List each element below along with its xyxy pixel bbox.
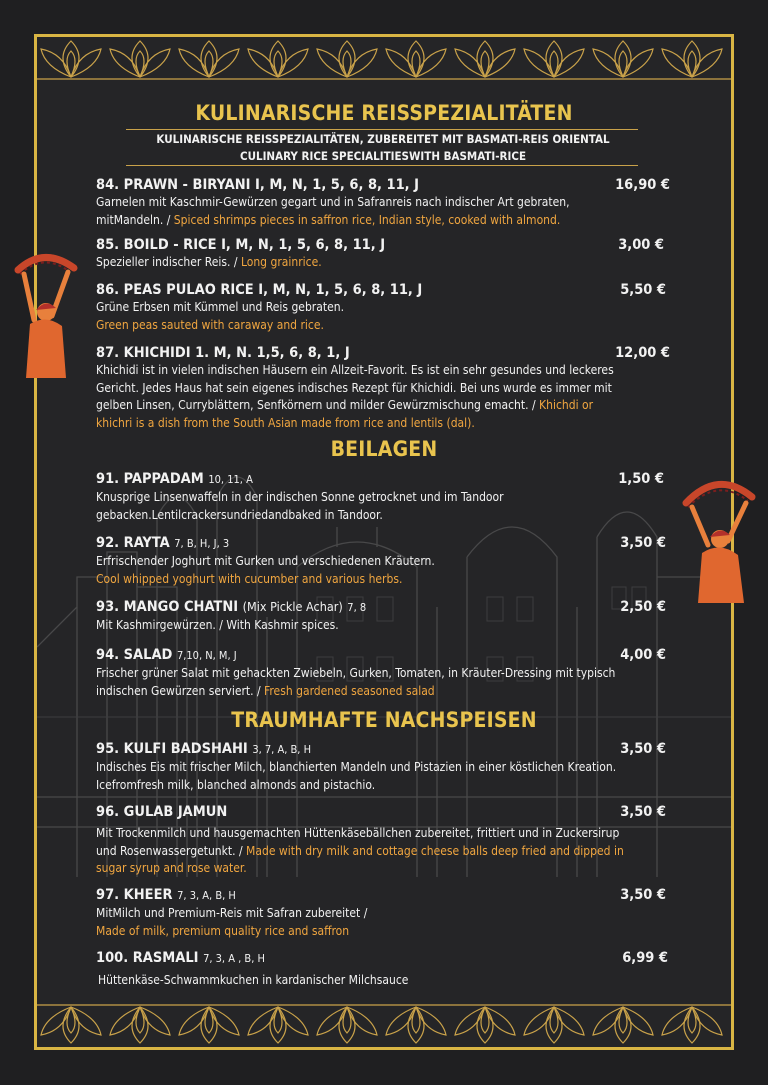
item-description: Frischer grüner Salat mit gehackten Zwiebeln, Gurken, Tomaten, in Kräuter-Dressing mit typisch indischen Gewürzen serviert. / — [96, 666, 616, 698]
item-price: 5,50 € — [620, 282, 666, 298]
item-name: 94. SALAD — [96, 647, 173, 663]
menu-item-boild-rice — [96, 236, 626, 272]
menu-item-prawn-biryani — [96, 176, 626, 229]
item-price: 12,00 € — [615, 345, 670, 361]
item-description-en: Long grainrice. — [240, 255, 322, 269]
menu-item-khichidi — [96, 344, 626, 432]
rice-subtitle-de: KULINARISCHE REISSPEZIALITÄTEN, ZUBEREITET MIT BASMATI-REIS ORIENTAL — [156, 132, 610, 146]
item-price: 1,50 € — [618, 471, 664, 487]
item-description: Knusprige Linsenwaffeln in der indischen Sonne getrocknet und im Tandoor gebacken.Lentilcrackersundriedandbaked in Tandoor. — [96, 490, 504, 522]
item-name: 86. PEAS PULAO RICE I, M, N, 1, 5, 6, 8, 11, J — [96, 282, 423, 298]
item-description: Khichidi ist in vielen indischen Häusern ein Allzeit-Favorit. Es ist ein sehr gesundes und leckeres Gericht. Jedes Haus hat sein eigenes indisches Rezept für Khichidi. Bei uns wurde es immer mit gelben Linsen, Curryblättern, Senfkörnern und milder Gewürzmischung emacht. / — [96, 363, 614, 412]
menu-item-salad — [96, 646, 626, 700]
item-description-en: Khichdi or khichri is a dish from the South Asian made from rice and lentils (dal). — [96, 398, 594, 430]
item-allergens: 7, 8 — [347, 601, 367, 614]
item-price: 3,50 € — [620, 804, 666, 820]
item-name: 100. RASMALI — [96, 950, 199, 966]
item-name: 85. BOILD - RICE I, M, N, 1, 5, 6, 8, 11, J — [96, 237, 386, 253]
item-name: 91. PAPPADAM — [96, 471, 204, 487]
item-description: Spezieller indischer Reis. / — [96, 255, 241, 269]
item-description: Erfrischender Joghurt mit Gurken und verschiedenen Kräutern. — [96, 554, 435, 568]
item-description-en: Fresh gardened seasoned salad — [264, 683, 435, 698]
item-description-en: Made with dry milk and cottage cheese balls deep fried and dipped in sugar syrup and rose water. — [96, 843, 624, 875]
item-description: Hüttenkäse-Schwammkuchen in kardanischer Milchsauce — [98, 973, 409, 987]
item-price: 3,50 € — [620, 741, 666, 757]
item-description: Grüne Erbsen mit Kümmel und Reis gebraten. — [96, 300, 345, 314]
menu-item-rasmali — [96, 949, 626, 990]
item-price: 4,00 € — [620, 647, 666, 663]
item-allergens: 10, 11, A — [208, 473, 253, 486]
item-description-en: Cool whipped yoghurt with cucumber and various herbs. — [96, 571, 403, 586]
item-name: 87. KHICHIDI 1. M, N. 1,5, 6, 8, 1, J — [96, 345, 350, 361]
menu-item-mango-chatni — [96, 598, 626, 635]
item-description-en: Green peas sauted with caraway and rice. — [96, 317, 324, 332]
item-price: 3,50 € — [620, 887, 666, 903]
item-name: 92. RAYTA — [96, 535, 170, 551]
item-allergens: 7, 3, A , B, H — [203, 952, 265, 965]
item-subtitle: (Mix Pickle Achar) — [242, 599, 343, 614]
item-description-en: Spiced shrimps pieces in saffron rice, Indian style, cooked with almond. — [173, 212, 561, 227]
rice-subtitle-en: CULINARY RICE SPECIALITIESWITH BASMATI-RICE — [239, 149, 527, 163]
menu-item-kheer — [96, 886, 626, 940]
item-description-en: Made of milk, premium quality rice and saffron — [96, 923, 350, 938]
item-price: 6,99 € — [622, 950, 668, 966]
menu-item-kulfi-badshahi — [96, 740, 626, 794]
item-allergens: 3, 7, A, B, H — [252, 743, 312, 756]
item-allergens: 7, B, H, J, 3 — [174, 537, 230, 550]
item-price: 3,50 € — [620, 535, 666, 551]
menu-item-peas-pulao-rice — [96, 281, 626, 334]
item-allergens: 7,10, N, M, J — [176, 649, 237, 662]
item-name: 97. KHEER — [96, 887, 173, 903]
divider-line — [126, 165, 638, 166]
item-description: Indisches Eis mit frischer Milch, blanchierten Mandeln und Pistazien in einer köstlichen Kreation. Icefromfresh milk, blanched almonds and pistachio. — [96, 760, 617, 792]
item-description: Garnelen mit Kaschmir-Gewürzen gegart und in Safranreis nach indischer Art gebraten, mitMandeln. / — [96, 195, 570, 227]
menu-item-gulab-jamun — [96, 803, 626, 878]
item-allergens: 7, 3, A, B, H — [177, 889, 236, 902]
item-description: MitMilch und Premium-Reis mit Safran zubereitet / — [96, 906, 368, 920]
menu-item-pappadam — [96, 470, 626, 524]
item-name: 96. GULAB JAMUN — [96, 804, 228, 820]
menu-item-rayta — [96, 534, 626, 588]
rice-section-title: KULINARISCHE REISSPEZIALITÄTEN — [195, 101, 573, 125]
divider-line — [126, 129, 638, 130]
item-description: Mit Trockenmilch und hausgemachten Hüttenkäsebällchen zubereitet, frittiert und in Zuckersirup und Rosenwassergetunkt. / — [96, 826, 620, 858]
item-name: 93. MANGO CHATNI — [96, 599, 239, 615]
item-price: 3,00 € — [618, 237, 664, 253]
item-description: Mit Kashmirgewürzen. / With Kashmir spices. — [96, 618, 339, 632]
item-price: 16,90 € — [615, 177, 670, 193]
item-name: 84. PRAWN - BIRYANI I, M, N, 1, 5, 6, 8, 11, J — [96, 177, 420, 193]
item-price: 2,50 € — [620, 599, 666, 615]
item-name: 95. KULFI BADSHAHI — [96, 741, 248, 757]
desserts-section-title: TRAUMHAFTE NACHSPEISEN — [231, 708, 537, 732]
sides-section-title: BEILAGEN — [330, 437, 438, 461]
